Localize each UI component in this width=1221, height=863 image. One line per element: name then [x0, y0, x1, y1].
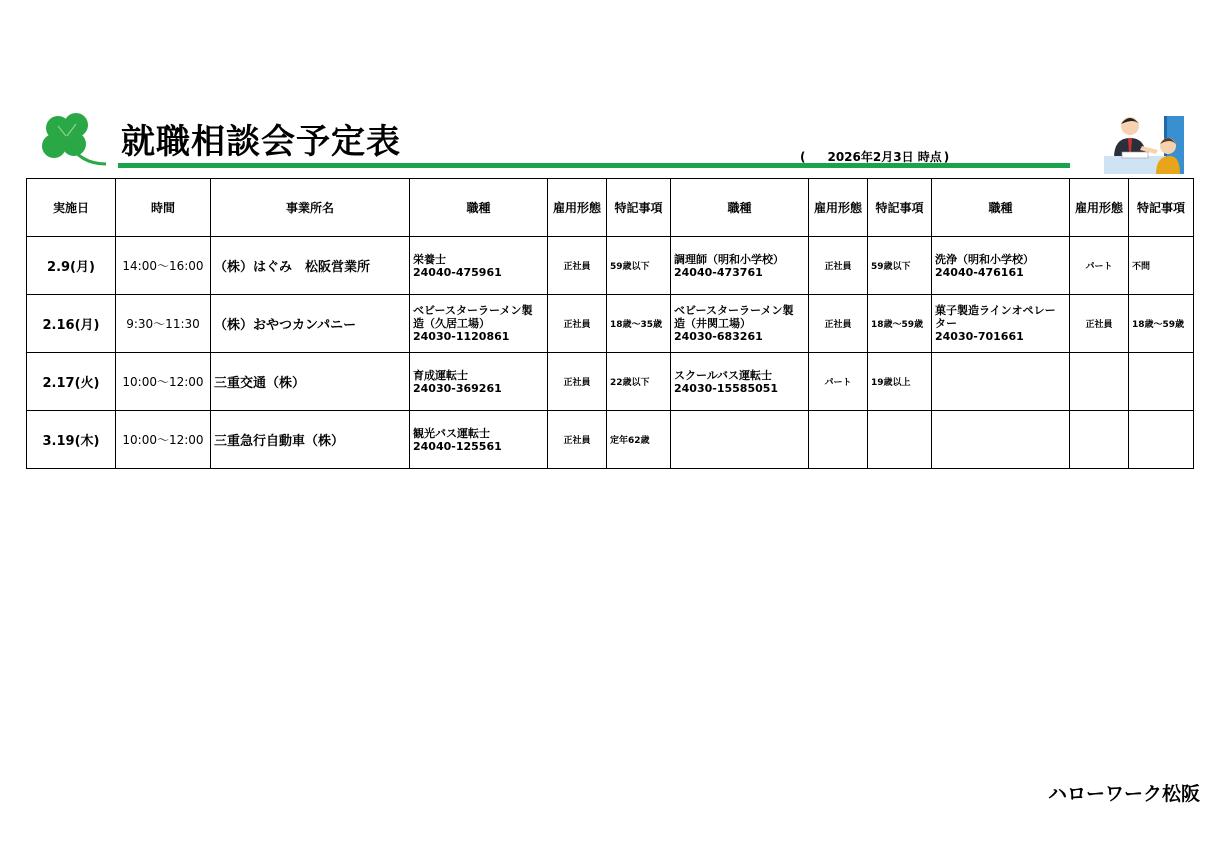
header-company: 事業所名: [211, 179, 410, 237]
employment-type: 正社員: [548, 353, 607, 411]
job-cell: [932, 353, 1070, 411]
job-title: 調理師（明和小学校）: [674, 252, 784, 266]
job-title: 観光バス運転士: [413, 426, 490, 440]
employment-type: [1070, 411, 1129, 469]
job-title-line: ター: [935, 317, 957, 330]
clover-logo-icon: [36, 112, 108, 168]
job-title-line: ベビースターラーメン製: [674, 304, 794, 317]
job-code: 24030-701661: [935, 330, 1024, 343]
job-cell: [410, 353, 548, 411]
header-employment-type-1: 雇用形態: [548, 179, 607, 237]
job-note: 18歳～59歳: [868, 295, 932, 353]
company-name: 三重交通（株）: [211, 353, 410, 411]
event-time: 10:00～12:00: [116, 353, 211, 411]
employment-type: 正社員: [548, 295, 607, 353]
page-title: 就職相談会予定表: [121, 122, 401, 162]
job-title: スクールバス運転士: [674, 368, 773, 382]
job-cell: [410, 237, 548, 295]
table-row: [27, 237, 1194, 295]
employment-type: [809, 411, 868, 469]
header-notes-1: 特記事項: [607, 179, 671, 237]
schedule-table: [26, 178, 1194, 469]
table-row: [27, 411, 1194, 469]
header-time: 時間: [116, 179, 211, 237]
header-job-1: 職種: [410, 179, 548, 237]
event-time: 10:00～12:00: [116, 411, 211, 469]
job-note: 59歳以下: [868, 237, 932, 295]
job-note: 18歳～59歳: [1129, 295, 1194, 353]
table-row: [27, 353, 1194, 411]
job-title: 栄養士: [413, 252, 446, 266]
job-code: 24030-683261: [674, 330, 763, 343]
employment-type: 正社員: [548, 237, 607, 295]
event-date: 2.9(月): [27, 237, 116, 295]
job-cell: [410, 295, 548, 353]
event-date: 3.19(木): [27, 411, 116, 469]
header-job-3: 職種: [932, 179, 1070, 237]
job-note: [1129, 353, 1194, 411]
job-cell: [932, 295, 1070, 353]
job-note: 59歳以下: [607, 237, 671, 295]
job-note: [868, 411, 932, 469]
job-code: 24040-476161: [935, 265, 1024, 279]
job-cell: [932, 237, 1070, 295]
employment-type: 正社員: [809, 295, 868, 353]
job-title: 育成運転士: [413, 368, 468, 382]
job-code: 24040-475961: [413, 265, 502, 279]
employment-type: [1070, 353, 1129, 411]
table-header-row: [27, 179, 1194, 237]
company-name: （株）はぐみ 松阪営業所: [211, 237, 410, 295]
employment-type: 正社員: [809, 237, 868, 295]
job-cell: [671, 295, 809, 353]
event-date: 2.17(火): [27, 353, 116, 411]
employment-type: パート: [1070, 237, 1129, 295]
job-code: 24040-125561: [413, 439, 502, 453]
job-code: 24030-369261: [413, 381, 502, 395]
header-employment-type-3: 雇用形態: [1070, 179, 1129, 237]
job-title: 洗浄（明和小学校）: [935, 252, 1034, 266]
job-title-line: 造（久居工場）: [413, 317, 490, 330]
as-of-date: ( 2026年2月3日 時点 ): [800, 150, 950, 164]
job-note: 19歳以上: [868, 353, 932, 411]
employment-type: 正社員: [548, 411, 607, 469]
job-note: 18歳～35歳: [607, 295, 671, 353]
job-title-line: 造（井関工場）: [674, 317, 751, 330]
job-code: 24040-473761: [674, 265, 763, 279]
job-cell: [671, 237, 809, 295]
job-note: 22歳以下: [607, 353, 671, 411]
consultation-illustration-icon: [1104, 112, 1186, 174]
company-name: 三重急行自動車（株）: [211, 411, 410, 469]
job-title-line: 菓子製造ラインオペレー: [935, 304, 1056, 317]
event-date: 2.16(月): [27, 295, 116, 353]
header-job-2: 職種: [671, 179, 809, 237]
job-note: 不問: [1129, 237, 1194, 295]
header-employment-type-2: 雇用形態: [809, 179, 868, 237]
job-note: 定年62歳: [607, 411, 671, 469]
employment-type: パート: [809, 353, 868, 411]
job-cell: [671, 353, 809, 411]
header-notes-2: 特記事項: [868, 179, 932, 237]
header-notes-3: 特記事項: [1129, 179, 1194, 237]
company-name: （株）おやつカンパニー: [211, 295, 410, 353]
header-date: 実施日: [27, 179, 116, 237]
job-cell: [671, 411, 809, 469]
table-row: [27, 295, 1194, 353]
job-cell: [932, 411, 1070, 469]
event-time: 9:30～11:30: [116, 295, 211, 353]
office-name: ハローワーク松阪: [1047, 783, 1200, 805]
job-code: 24030-1120861: [413, 330, 510, 343]
employment-type: 正社員: [1070, 295, 1129, 353]
job-title-line: ベビースターラーメン製: [413, 304, 533, 317]
job-code: 24030-15585051: [674, 381, 779, 395]
job-cell: [410, 411, 548, 469]
event-time: 14:00～16:00: [116, 237, 211, 295]
job-note: [1129, 411, 1194, 469]
